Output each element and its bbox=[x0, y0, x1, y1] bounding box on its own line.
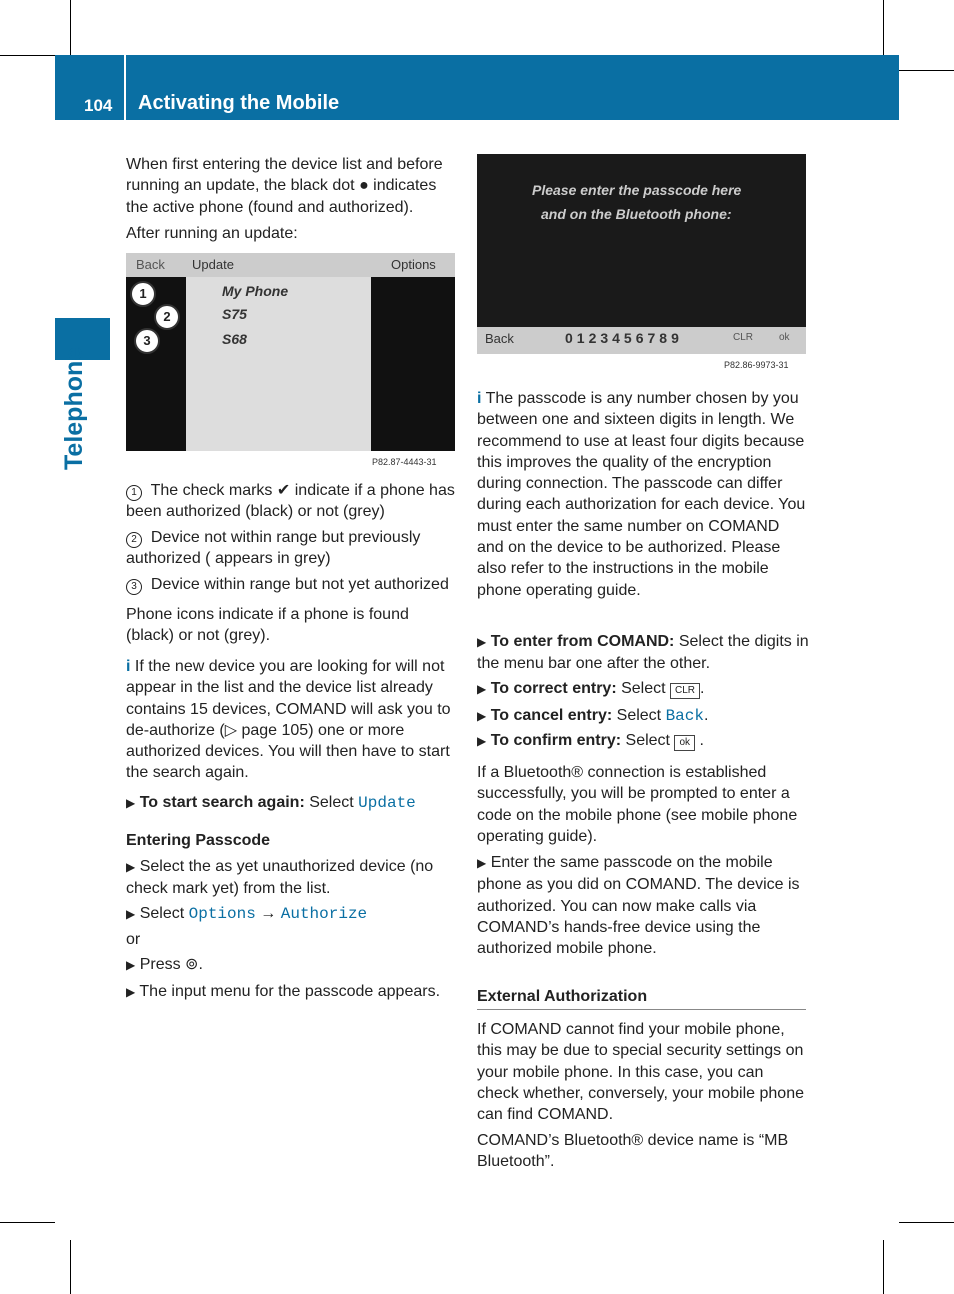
arrow-icon: ▶ bbox=[477, 682, 487, 696]
step bbox=[126, 856, 458, 900]
crop-mark bbox=[0, 55, 55, 56]
menu-item: Back bbox=[665, 707, 704, 725]
number-3-icon: 3 bbox=[126, 579, 142, 595]
clr-key-icon: CLR bbox=[670, 683, 700, 699]
step-text: Press bbox=[139, 956, 181, 973]
crop-mark bbox=[70, 1240, 71, 1294]
check-mark-icon: ✔ bbox=[276, 482, 291, 499]
info-icon: i bbox=[126, 658, 131, 675]
arrow-icon: ▶ bbox=[126, 907, 136, 921]
crop-mark bbox=[899, 70, 954, 71]
step: ▶ To cancel entry: Select Back. bbox=[477, 707, 709, 725]
page-number: 104 bbox=[84, 96, 113, 115]
phone-item: My Phone bbox=[222, 283, 289, 299]
passcode-screenshot bbox=[477, 154, 806, 354]
callout-1: 1 bbox=[130, 281, 156, 307]
device-list bbox=[186, 277, 371, 451]
back-label: Back bbox=[485, 331, 514, 346]
numbered-item bbox=[126, 527, 458, 570]
step-text: Select bbox=[616, 707, 662, 724]
options-label: Options bbox=[391, 257, 436, 272]
item-text: Device within range but not yet authorized bbox=[150, 576, 449, 593]
arrow-icon: ▶ bbox=[477, 709, 487, 723]
step bbox=[126, 903, 458, 925]
step: ▶ Press ⊚. bbox=[126, 956, 203, 973]
numbered-item bbox=[126, 574, 458, 595]
number-2-icon: 2 bbox=[126, 532, 142, 548]
step-text: Enter the same passcode on the mobile phone as you did on COMAND. The device is authorized. You can now make calls via COMAND’s hands-free device using the authorized mobile phone. bbox=[477, 854, 800, 958]
step bbox=[477, 631, 809, 675]
crop-mark bbox=[883, 1240, 884, 1294]
step-label: To enter from COMAND: bbox=[490, 633, 675, 650]
paragraph: If a Bluetooth® connection is established successfully, you will be prompted to enter a code on the mobile phone (see mobile phone operating guide). bbox=[477, 764, 798, 845]
callout-3: 3 bbox=[134, 328, 160, 354]
back-label: Back bbox=[136, 257, 165, 272]
paragraph: If COMAND cannot find your mobile phone, this may be due to special security settings on your mobile phone. In this case, you can check whether, conversely, your mobile phone can find COMAND. bbox=[477, 1021, 804, 1124]
arrow-icon: ▶ bbox=[477, 635, 487, 649]
phone-item: S68 bbox=[222, 331, 247, 347]
crop-mark bbox=[70, 0, 71, 55]
clr-key: CLR bbox=[733, 332, 754, 343]
side-tab-label: Telephone bbox=[60, 346, 88, 470]
step: ▶ To correct entry: Select CLR . bbox=[477, 680, 705, 697]
step-label: To cancel entry: bbox=[490, 707, 613, 724]
number-1-icon: 1 bbox=[126, 485, 142, 501]
section-heading: Entering Passcode bbox=[126, 832, 271, 849]
arrow-icon: ▶ bbox=[126, 796, 136, 810]
item-text: Device not within range but previously authorized ( appears in grey) bbox=[126, 529, 421, 568]
section-heading: External Authorization bbox=[477, 988, 648, 1005]
paragraph: COMAND’s Bluetooth® device name is “MB Bluetooth”. bbox=[477, 1132, 789, 1171]
callout-2: 2 bbox=[154, 304, 180, 330]
step-label: To start search again: bbox=[139, 794, 305, 811]
header-divider bbox=[124, 55, 126, 120]
item-text: The check marks bbox=[150, 482, 273, 499]
info-icon: i bbox=[477, 390, 482, 407]
step-text: Select the as yet unauthorized device (no check mark yet) from the list. bbox=[126, 858, 434, 898]
paragraph: Phone icons indicate if a phone is found (black) or not (grey). bbox=[126, 606, 409, 645]
step bbox=[126, 792, 458, 814]
step-text: Select the digits in the menu bar one after the other. bbox=[477, 633, 809, 673]
step bbox=[477, 852, 809, 959]
ok-key: ok bbox=[779, 332, 790, 343]
note-text: The passcode is any number chosen by you between one and sixteen digits in length. We recommend to use at least four digits because this improves the quality of the encryption during connection. The passcode can differ during each authorization for each device. You must enter the same number on COMAND and on the device to be authorized. Please also refer to the instructions in the mobile phone operating guide. bbox=[477, 390, 806, 599]
step-text: Select bbox=[309, 794, 354, 811]
crop-mark bbox=[883, 0, 884, 55]
crop-mark bbox=[0, 1222, 55, 1223]
step-text: The input menu for the passcode appears. bbox=[139, 983, 441, 1000]
step-label: To confirm entry: bbox=[490, 732, 622, 749]
step-text: Select bbox=[139, 905, 185, 922]
controller-press-icon: ⊚ bbox=[185, 956, 199, 973]
note-text: If the new device you are looking for will not appear in the list and the device list already contains 15 devices, COMAND will ask you to de-authorize (▷ page 105) one or more authorized devices. You will then have to start the search again. bbox=[126, 658, 451, 782]
digits: 0123456789 bbox=[565, 330, 683, 346]
arrow-icon: ▶ bbox=[126, 958, 136, 972]
menu-item: Authorize bbox=[280, 905, 368, 923]
paragraph: or bbox=[126, 931, 141, 948]
update-label: Update bbox=[192, 257, 234, 272]
arrow-icon: ▶ bbox=[126, 985, 136, 999]
phone-item: S75 bbox=[222, 306, 247, 322]
crop-mark bbox=[899, 1222, 954, 1223]
step-text: Select bbox=[625, 732, 670, 749]
step: ▶ To confirm entry: Select ok . bbox=[477, 732, 704, 749]
device-list-screenshot bbox=[126, 253, 455, 451]
item-text: indicate if a phone has been authorized (black) or not (grey) bbox=[126, 482, 455, 521]
arrow-icon: ▶ bbox=[477, 856, 487, 870]
page-title: Activating the Mobile bbox=[138, 92, 340, 114]
numbered-item bbox=[126, 480, 458, 523]
ok-key-icon: ok bbox=[674, 735, 695, 751]
step bbox=[126, 981, 458, 1003]
info-note bbox=[126, 656, 458, 784]
screen-text: Please enter the passcode here bbox=[532, 182, 742, 198]
info-note bbox=[477, 388, 809, 601]
step-text: Select bbox=[621, 680, 666, 697]
paragraph: When first entering the device list and before running an update, the black dot ● indicates the active phone (found and authorized). bbox=[126, 156, 443, 216]
menu-item: Options bbox=[188, 905, 256, 923]
step-text: → bbox=[260, 905, 277, 922]
image-code: P82.87-4443-31 bbox=[372, 457, 437, 467]
paragraph: After running an update: bbox=[126, 225, 298, 242]
arrow-icon: ▶ bbox=[126, 860, 136, 874]
menu-item: Update bbox=[358, 794, 416, 812]
image-code: P82.86-9973-31 bbox=[724, 360, 789, 370]
screen-text: and on the Bluetooth phone: bbox=[541, 206, 732, 222]
arrow-icon: ▶ bbox=[477, 734, 487, 748]
heading-rule bbox=[477, 1009, 806, 1010]
step-label: To correct entry: bbox=[490, 680, 617, 697]
